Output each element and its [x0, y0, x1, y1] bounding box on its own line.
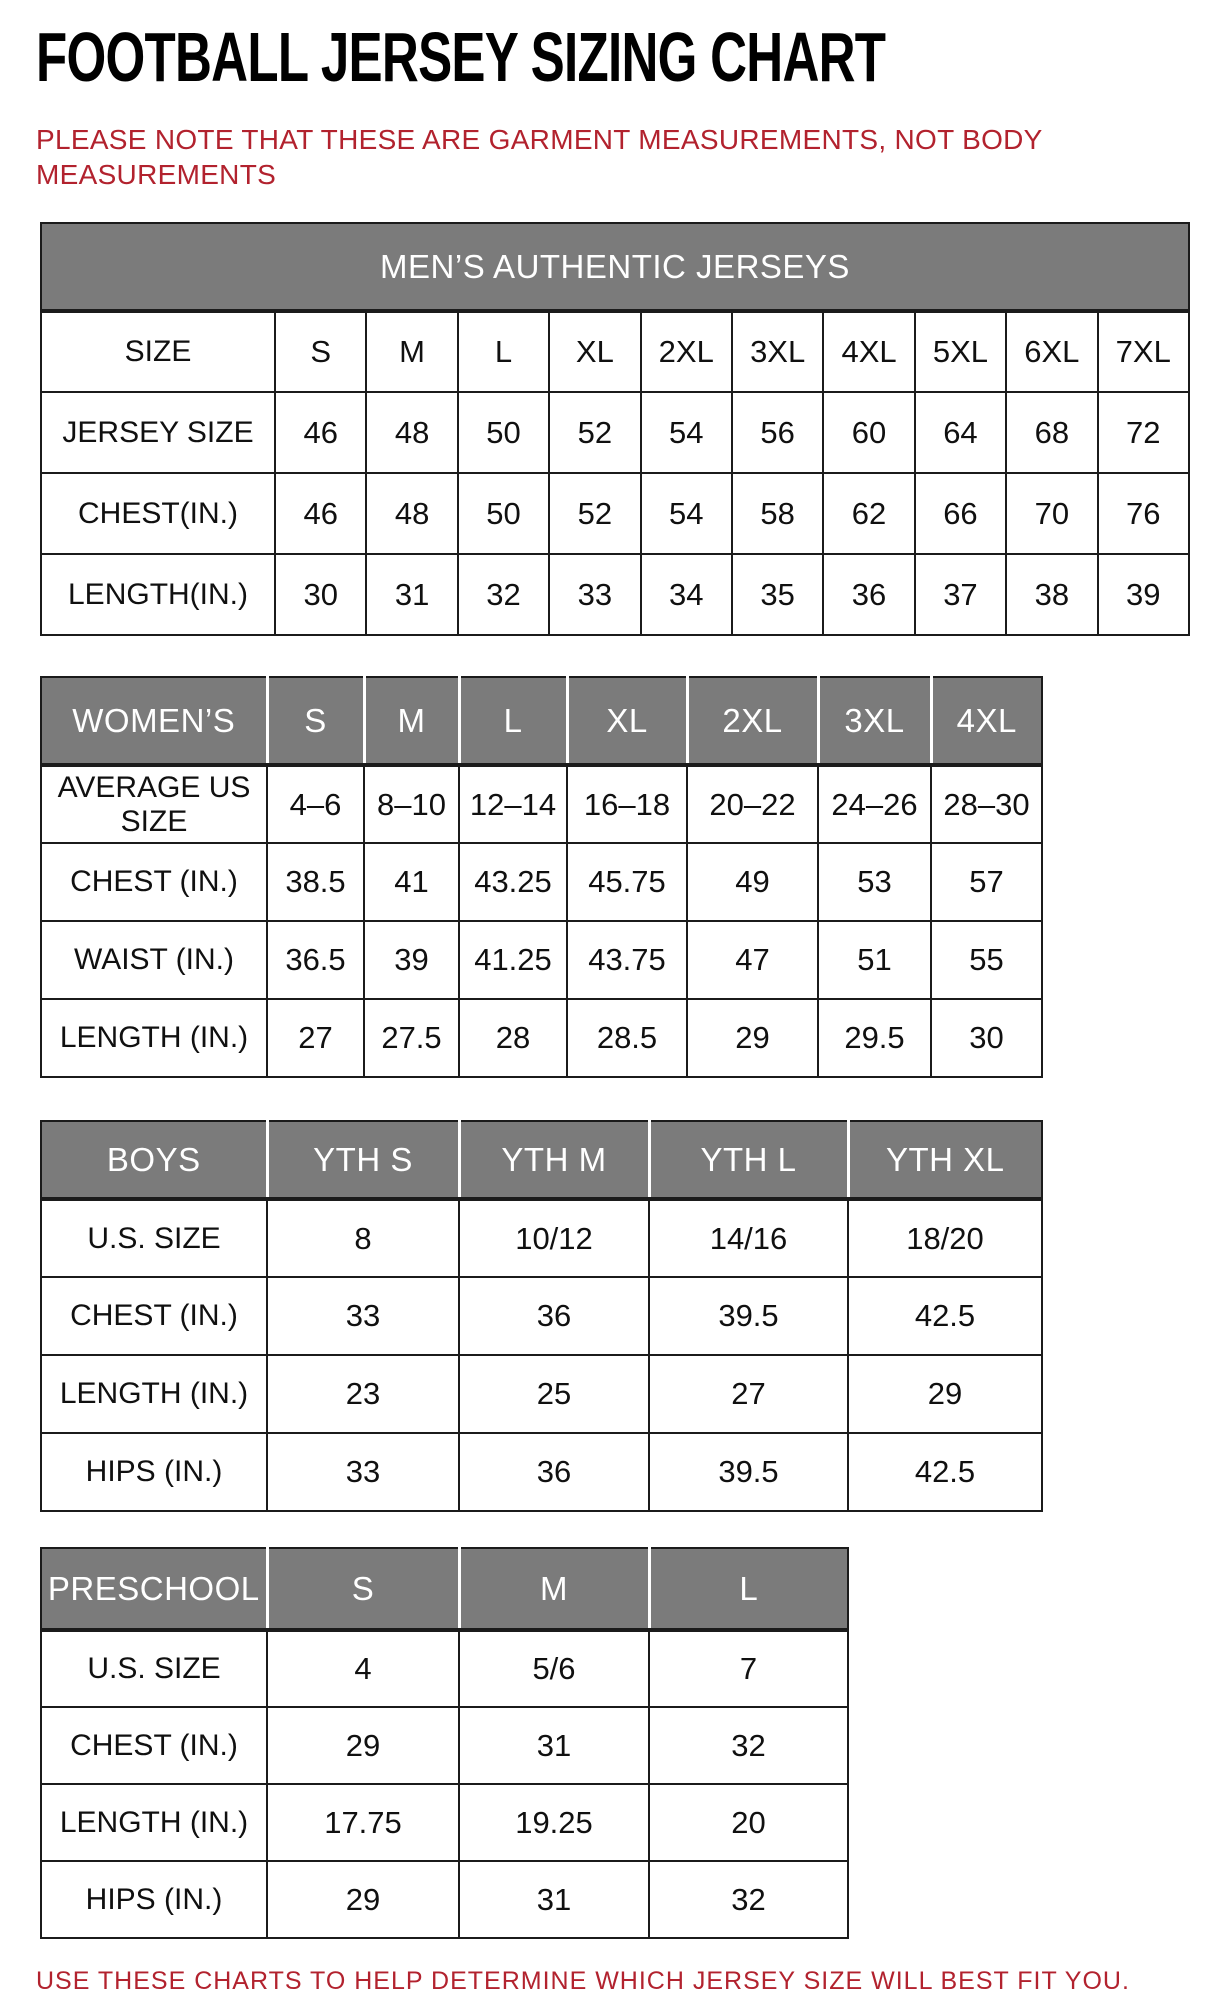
table-cell: 39.5 — [649, 1277, 848, 1355]
table-cell: 66 — [915, 473, 1006, 554]
table-cell: 32 — [649, 1707, 848, 1784]
table-cell: 41 — [364, 843, 459, 921]
table-cell: 4 — [267, 1630, 459, 1707]
table-cell: 42.5 — [848, 1433, 1042, 1511]
boys-hips-row — [41, 1433, 1042, 1511]
table-cell: 47 — [687, 921, 818, 999]
row-label: CHEST(IN.) — [41, 473, 275, 554]
table-cell: 5XL — [915, 311, 1006, 392]
table-cell: 16–18 — [567, 765, 687, 843]
boys-chest-row — [41, 1277, 1042, 1355]
table-cell: 36 — [823, 554, 914, 635]
row-label: U.S. SIZE — [41, 1630, 267, 1707]
table-cell: 14/16 — [649, 1199, 848, 1277]
table-cell: S — [275, 311, 366, 392]
mens-chest-row — [41, 473, 1189, 554]
table-cell: 48 — [366, 392, 457, 473]
table-cell: 28 — [459, 999, 567, 1077]
row-label: WAIST (IN.) — [41, 921, 267, 999]
column-header: 2XL — [687, 677, 818, 765]
table-cell: 29 — [848, 1355, 1042, 1433]
table-cell: 54 — [641, 392, 732, 473]
row-label: CHEST (IN.) — [41, 1707, 267, 1784]
row-label: LENGTH (IN.) — [41, 999, 267, 1077]
row-label: HIPS (IN.) — [41, 1861, 267, 1938]
mens-table-header-row — [41, 223, 1189, 311]
preschool-us-size-row — [41, 1630, 848, 1707]
row-label: JERSEY SIZE — [41, 392, 275, 473]
table-cell: L — [458, 311, 549, 392]
table-cell: 43.75 — [567, 921, 687, 999]
table-cell: 29.5 — [818, 999, 931, 1077]
womens-waist-row — [41, 921, 1042, 999]
table-cell: 29 — [267, 1861, 459, 1938]
boys-length-row — [41, 1355, 1042, 1433]
table-cell: 6XL — [1006, 311, 1097, 392]
table-cell: 62 — [823, 473, 914, 554]
row-label: SIZE — [41, 311, 275, 392]
table-cell: 35 — [732, 554, 823, 635]
column-header: L — [459, 677, 567, 765]
preschool-hips-row — [41, 1861, 848, 1938]
table-cell: 3XL — [732, 311, 823, 392]
table-cell: 38 — [1006, 554, 1097, 635]
table-cell: 58 — [732, 473, 823, 554]
table-cell: 27 — [267, 999, 364, 1077]
table-cell: 4XL — [823, 311, 914, 392]
row-label: CHEST (IN.) — [41, 1277, 267, 1355]
womens-table — [40, 676, 1043, 1078]
column-header: 4XL — [931, 677, 1042, 765]
table-cell: 37 — [915, 554, 1006, 635]
table-cell: 48 — [366, 473, 457, 554]
table-cell: 17.75 — [267, 1784, 459, 1861]
table-cell: 43.25 — [459, 843, 567, 921]
row-label: AVERAGE US SIZE — [41, 765, 267, 843]
table-cell: 19.25 — [459, 1784, 649, 1861]
column-header: YTH S — [267, 1121, 459, 1199]
table-cell: 2XL — [641, 311, 732, 392]
table-cell: 20 — [649, 1784, 848, 1861]
table-cell: 24–26 — [818, 765, 931, 843]
column-header: S — [267, 677, 364, 765]
table-cell: 18/20 — [848, 1199, 1042, 1277]
table-cell: 39.5 — [649, 1433, 848, 1511]
table-cell: 42.5 — [848, 1277, 1042, 1355]
table-cell: 30 — [275, 554, 366, 635]
mens-jersey-size-row — [41, 392, 1189, 473]
boys-us-size-row — [41, 1199, 1042, 1277]
row-label: U.S. SIZE — [41, 1199, 267, 1277]
table-cell: 27.5 — [364, 999, 459, 1077]
column-header: 3XL — [818, 677, 931, 765]
table-cell: 52 — [549, 473, 640, 554]
boys-table-header-row — [41, 1121, 1042, 1199]
table-cell: 28.5 — [567, 999, 687, 1077]
table-cell: 50 — [458, 392, 549, 473]
table-cell: 46 — [275, 392, 366, 473]
table-cell: 64 — [915, 392, 1006, 473]
table-cell: 56 — [732, 392, 823, 473]
table-cell: 29 — [687, 999, 818, 1077]
table-cell: 36 — [459, 1277, 649, 1355]
table-cell: 32 — [649, 1861, 848, 1938]
table-cell: 49 — [687, 843, 818, 921]
row-label: CHEST (IN.) — [41, 843, 267, 921]
table-cell: 33 — [267, 1433, 459, 1511]
table-cell: 4–6 — [267, 765, 364, 843]
table-cell: 23 — [267, 1355, 459, 1433]
column-header: YTH XL — [848, 1121, 1042, 1199]
column-header: L — [649, 1548, 848, 1630]
table-cell: 10/12 — [459, 1199, 649, 1277]
column-header: XL — [567, 677, 687, 765]
table-cell: 36 — [459, 1433, 649, 1511]
womens-table-title: WOMEN’S — [41, 677, 267, 765]
table-cell: 31 — [459, 1707, 649, 1784]
table-cell: 38.5 — [267, 843, 364, 921]
column-header: M — [459, 1548, 649, 1630]
table-cell: M — [366, 311, 457, 392]
boys-table — [40, 1120, 1043, 1512]
womens-length-row — [41, 999, 1042, 1077]
table-cell: 41.25 — [459, 921, 567, 999]
column-header: YTH L — [649, 1121, 848, 1199]
boys-table-title: BOYS — [41, 1121, 267, 1199]
mens-table-title: MEN’S AUTHENTIC JERSEYS — [41, 223, 1189, 311]
table-cell: 12–14 — [459, 765, 567, 843]
column-header: M — [364, 677, 459, 765]
table-cell: 39 — [364, 921, 459, 999]
womens-table-header-row — [41, 677, 1042, 765]
preschool-length-row — [41, 1784, 848, 1861]
table-cell: 57 — [931, 843, 1042, 921]
table-cell: 8 — [267, 1199, 459, 1277]
mens-size-row — [41, 311, 1189, 392]
womens-chest-row — [41, 843, 1042, 921]
table-cell: 39 — [1098, 554, 1189, 635]
table-cell: 20–22 — [687, 765, 818, 843]
table-cell: 31 — [459, 1861, 649, 1938]
table-cell: 25 — [459, 1355, 649, 1433]
row-label: LENGTH(IN.) — [41, 554, 275, 635]
preschool-table-header-row — [41, 1548, 848, 1630]
table-cell: 46 — [275, 473, 366, 554]
table-cell: 29 — [267, 1707, 459, 1784]
preschool-chest-row — [41, 1707, 848, 1784]
fit-advice-footer: USE THESE CHARTS TO HELP DETERMINE WHICH JERSEY SIZE WILL BEST FIT YOU. — [36, 1967, 1130, 1995]
row-label: LENGTH (IN.) — [41, 1355, 267, 1433]
table-cell: 33 — [549, 554, 640, 635]
table-cell: 72 — [1098, 392, 1189, 473]
table-cell: 7 — [649, 1630, 848, 1707]
table-cell: 54 — [641, 473, 732, 554]
table-cell: 28–30 — [931, 765, 1042, 843]
table-cell: 5/6 — [459, 1630, 649, 1707]
mens-authentic-jerseys-table — [40, 222, 1190, 636]
preschool-table — [40, 1547, 849, 1939]
table-cell: 60 — [823, 392, 914, 473]
table-cell: 27 — [649, 1355, 848, 1433]
womens-us-size-row — [41, 765, 1042, 843]
column-header: S — [267, 1548, 459, 1630]
row-label: LENGTH (IN.) — [41, 1784, 267, 1861]
table-cell: 70 — [1006, 473, 1097, 554]
table-cell: 53 — [818, 843, 931, 921]
table-cell: 55 — [931, 921, 1042, 999]
table-cell: 76 — [1098, 473, 1189, 554]
table-cell: 34 — [641, 554, 732, 635]
table-cell: 50 — [458, 473, 549, 554]
table-cell: 52 — [549, 392, 640, 473]
table-cell: 45.75 — [567, 843, 687, 921]
garment-measurements-note: PLEASE NOTE THAT THESE ARE GARMENT MEASUREMENTS, NOT BODY MEASUREMENTS — [36, 124, 1043, 190]
table-cell: 7XL — [1098, 311, 1189, 392]
table-cell: 32 — [458, 554, 549, 635]
table-cell: 31 — [366, 554, 457, 635]
table-cell: 68 — [1006, 392, 1097, 473]
mens-length-row — [41, 554, 1189, 635]
row-label: HIPS (IN.) — [41, 1433, 267, 1511]
table-cell: 36.5 — [267, 921, 364, 999]
table-cell: 51 — [818, 921, 931, 999]
table-cell: 33 — [267, 1277, 459, 1355]
table-cell: XL — [549, 311, 640, 392]
table-cell: 30 — [931, 999, 1042, 1077]
column-header: YTH M — [459, 1121, 649, 1199]
page-title: FOOTBALL JERSEY SIZING CHART — [36, 18, 886, 96]
table-cell: 8–10 — [364, 765, 459, 843]
preschool-table-title: PRESCHOOL — [41, 1548, 267, 1630]
